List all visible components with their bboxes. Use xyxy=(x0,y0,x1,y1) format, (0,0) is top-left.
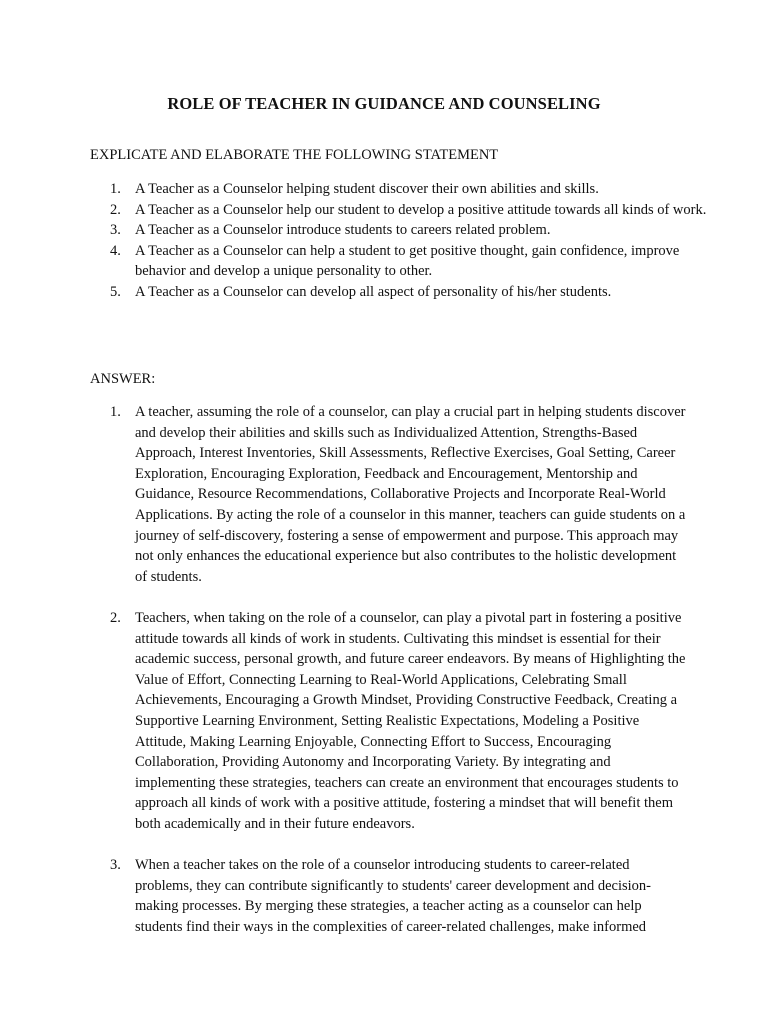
statement-item xyxy=(110,241,710,282)
statement-text: A Teacher as a Counselor introduce students to careers related problem. xyxy=(135,222,551,238)
answer-text: A teacher, assuming the role of a counselor, can play a crucial part in helping students discover and develop their abilities and skills such as Individualized Attention, Strengths-Based Approach, Interest Inventories, Skill Assessments, Reflective Exercises, Goal Setting, Career Exploration, Encouraging Exploration, Feedback and Encouragement, Mentorship and Guidance, Resource Recommendations, Collaborative Projects and Incorporate Real-World Applications. By acting the role of a counselor in this manner, teachers can guide students on a journey of self-discovery, fostering a sense of empowerment and purpose. This approach may not only enhances the educational experience but also contributes to the holistic development of students. xyxy=(135,404,686,585)
statement-item xyxy=(110,200,710,221)
statement-text: A Teacher as a Counselor help our student to develop a positive attitude towards all kinds of work. xyxy=(135,201,707,218)
statement-text: A Teacher as a Counselor can help a student to get positive thought, gain confidence, improve behavior and develop a unique personality to other. xyxy=(135,242,680,279)
statement-text: A Teacher as a Counselor helping student discover their own abilities and skills. xyxy=(135,181,599,197)
statement-number: 5. xyxy=(110,283,121,300)
answer-number: 2. xyxy=(110,609,121,626)
answer-number: 3. xyxy=(110,857,121,874)
answer-text: When a teacher takes on the role of a counselor introducing students to career-related problems, they can contribute significantly to students' career development and decision-making processes. By merging these strategies, a teacher acting as a counselor can help students find their ways in the complexities of career-related challenges, make informed xyxy=(135,857,651,935)
answer-item xyxy=(110,608,690,835)
statement-number: 3. xyxy=(110,222,121,238)
statement-number: 2. xyxy=(110,201,121,218)
statement-item xyxy=(110,220,710,241)
statement-text: A Teacher as a Counselor can develop all aspect of personality of his/her students. xyxy=(135,283,612,300)
instruction-heading: EXPLICATE AND ELABORATE THE FOLLOWING STATEMENT xyxy=(90,147,499,163)
answer-text: Teachers, when taking on the role of a counselor, can play a pivotal part in fostering a positive attitude towards all kinds of work in students. Cultivating this mindset is essential for their academic success, personal growth, and future career endeavors. By means of Highlighting the Value of Effort, Connecting Learning to Real-World Applications, Celebrating Small Achievements, Encouraging a Growth Mindset, Providing Constructive Feedback, Creating a Supportive Learning Environment, Setting Realistic Expectations, Modeling a Positive Attitude, Making Learning Enjoyable, Connecting Effort to Success, Encouraging Collaboration, Providing Autonomy and Incorporating Variety. By integrating and implementing these strategies, teachers can create an environment that encourages students to approach all kinds of work with a positive attitude, fostering a mindset that will benefit them both academically and in their future endeavors. xyxy=(135,609,686,832)
statement-number: 1. xyxy=(110,181,121,197)
page-title: ROLE OF TEACHER IN GUIDANCE AND COUNSELING xyxy=(167,94,601,113)
statement-number: 4. xyxy=(110,242,121,259)
answer-item xyxy=(110,402,690,587)
statement-list xyxy=(110,179,710,302)
answer-item xyxy=(110,855,690,937)
statement-item xyxy=(110,282,710,303)
statement-item xyxy=(110,179,710,200)
answer-heading: ANSWER: xyxy=(90,371,156,387)
answer-number: 1. xyxy=(110,404,121,420)
answer-list xyxy=(110,402,690,958)
